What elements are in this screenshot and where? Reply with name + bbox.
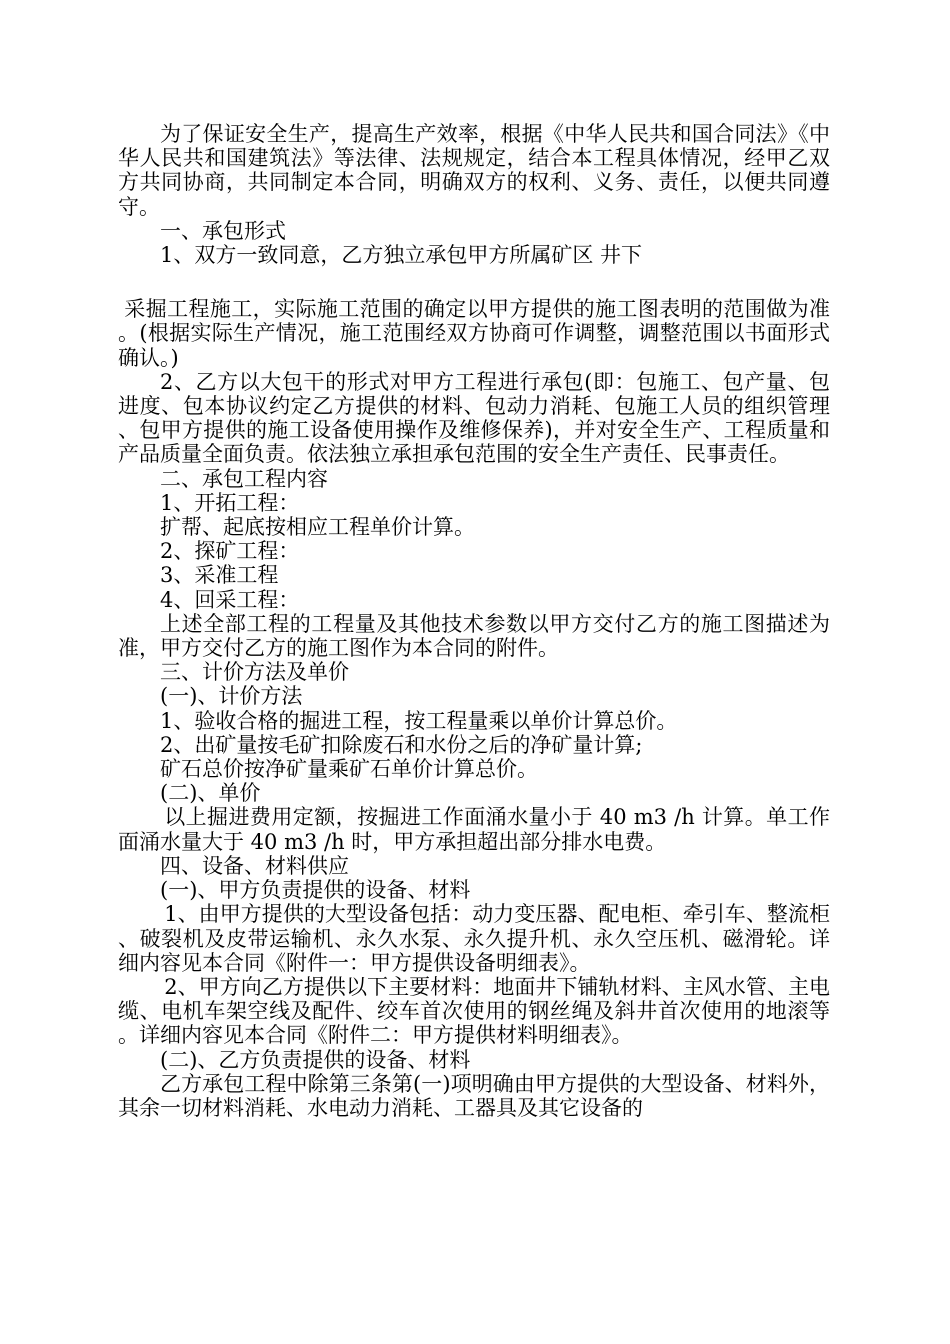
- unit-price-paragraph: 以上掘进费用定额，按掘进工作面涌水量小于 40 m3 /h 计算。单工作面涌水量大于 40 m3 /h 时，甲方承担超出部分排水电费。: [118, 805, 830, 854]
- clause-2-4-paragraph: 4、回采工程：: [160, 587, 300, 612]
- preamble-paragraph: 为了保证安全生产，提高生产效率，根据《中华人民共和国合同法》《中华人民共和国建筑法》等法律、法规规定，结合本工程具体情况，经甲乙双方共同协商，共同制定本合同，明确双方的权利、义务、责任，以便共同遵守。: [118, 122, 830, 219]
- subsection-heading-party-a-supply: (一)、甲方负责提供的设备、材料: [160, 878, 471, 903]
- clause-1-2-paragraph: 2、乙方以大包干的形式对甲方工程进行承包(即：包施工、包产量、包进度、包本协议约定乙方提供的材料、包动力消耗、包施工人员的组织管理、包甲方提供的施工设备使用操作及维修保养)，并对安全生产、工程质量和产品质量全面负责。依法独立承担承包范围的安全生产责任、民事责任。: [118, 369, 830, 467]
- clause-1-1-continued-paragraph: 采掘工程施工，实际施工范围的确定以甲方提供的施工图表明的范围做为准。(根据实际生产情况，施工范围经双方协商可作调整，调整范围以书面形式确认。): [118, 297, 830, 370]
- clause-4-2-paragraph: 2、甲方向乙方提供以下主要材料：地面井下铺轨材料、主风水管、主电缆、电机车架空线及配件、绞车首次使用的钢丝绳及斜井首次使用的地滚等。详细内容见本合同《附件二：甲方提供材料明细表》。: [118, 974, 830, 1048]
- clause-2-1-detail-paragraph: 扩帮、起底按相应工程单价计算。: [160, 515, 475, 540]
- section-heading-contract-content: 二、承包工程内容: [160, 466, 328, 491]
- section-heading-contract-form: 一、承包形式: [160, 218, 286, 243]
- party-b-supply-paragraph: 乙方承包工程中除第三条第(一)项明确由甲方提供的大型设备、材料外，其余一切材料消耗、水电动力消耗、工器具及其它设备的: [118, 1071, 830, 1120]
- subsection-heading-party-b-supply: (二)、乙方负责提供的设备、材料: [160, 1047, 471, 1072]
- clause-3-1-paragraph: 1、验收合格的掘进工程，按工程量乘以单价计算总价。: [160, 708, 678, 733]
- clause-2-1-paragraph: 1、开拓工程：: [160, 490, 300, 515]
- clause-3-2-paragraph: 2、出矿量按毛矿扣除废石和水份之后的净矿量计算;: [160, 732, 643, 757]
- clause-2-3-paragraph: 3、采准工程: [160, 563, 279, 588]
- section-heading-pricing: 三、计价方法及单价: [160, 660, 349, 685]
- clause-1-1-paragraph: 1、双方一致同意，乙方独立承包甲方所属矿区 井下: [160, 243, 643, 268]
- subsection-heading-pricing-method: (一)、计价方法: [160, 684, 303, 709]
- subsection-heading-unit-price: (二)、单价: [160, 781, 261, 806]
- clause-2-2-paragraph: 2、探矿工程：: [160, 539, 300, 564]
- contract-page: [118, 122, 830, 1120]
- clause-2-note-paragraph: 上述全部工程的工程量及其他技术参数以甲方交付乙方的施工图描述为准，甲方交付乙方的施工图作为本合同的附件。: [118, 611, 830, 661]
- clause-3-2-detail-paragraph: 矿石总价按净矿量乘矿石单价计算总价。: [160, 757, 538, 782]
- clause-4-1-paragraph: 1、由甲方提供的大型设备包括：动力变压器、配电柜、牵引车、整流柜、破裂机及皮带运输机、永久水泵、永久提升机、永久空压机、磁滑轮。详细内容见本合同《附件一：甲方提供设备明细表》。: [118, 902, 830, 975]
- section-heading-supply: 四、设备、材料供应: [160, 853, 349, 878]
- blank-gap: [118, 267, 830, 297]
